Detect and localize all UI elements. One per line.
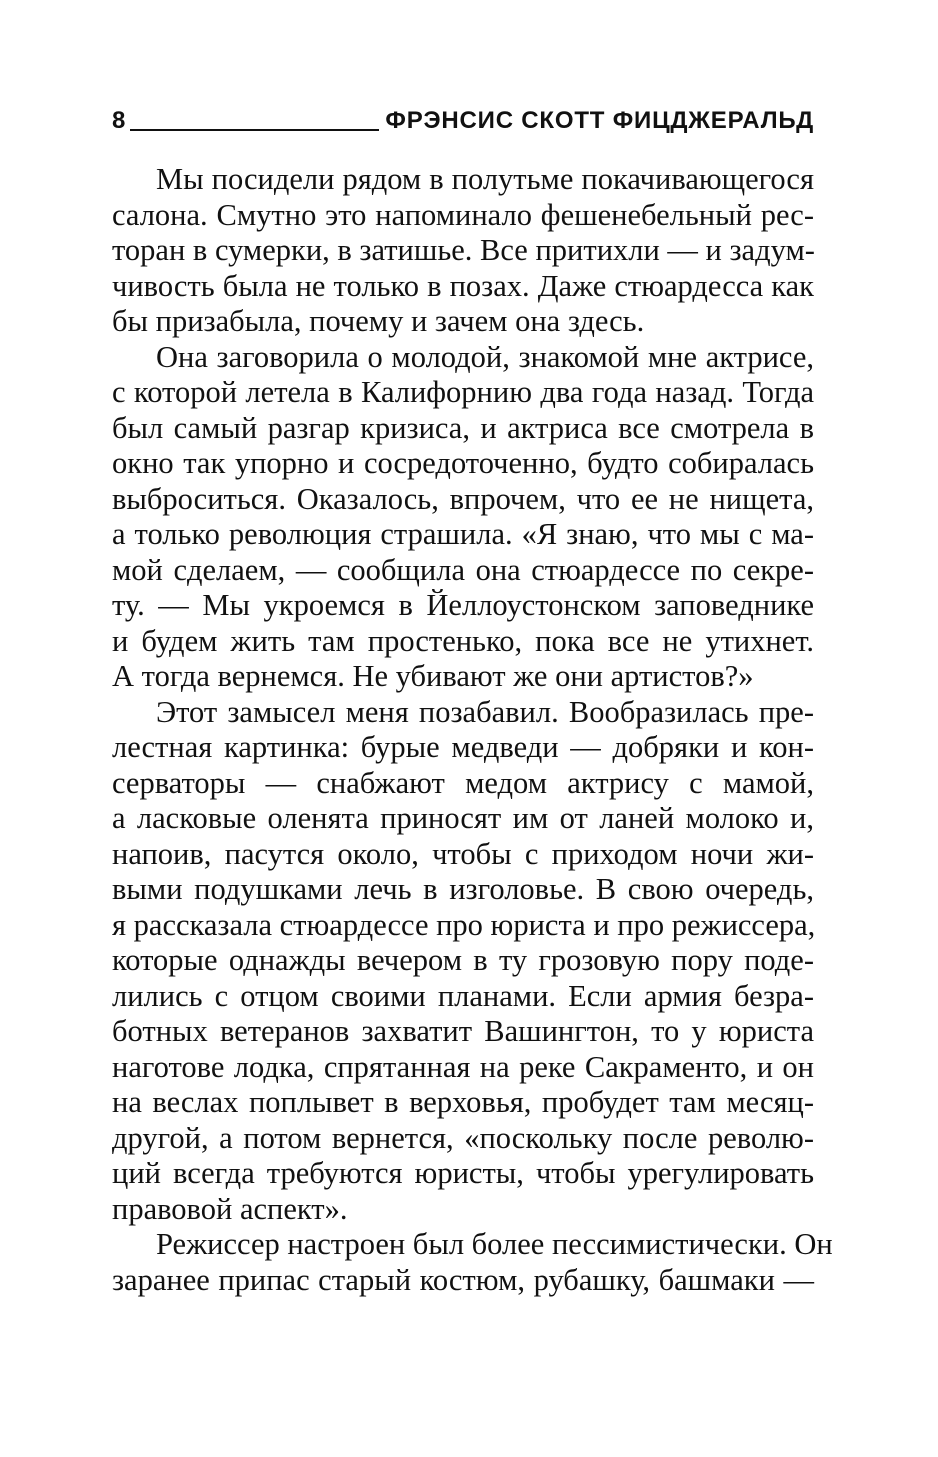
paragraph: [112, 162, 814, 340]
text-line: заранее припас старый костюм, рубашку, башмаки —: [112, 1262, 814, 1297]
text-line: Она заговорила о молодой, знакомой мне актрисе,: [156, 339, 814, 374]
running-head-author: ФРЭНСИС СКОТТ ФИЦДЖЕРАЛЬД: [385, 107, 814, 134]
text-line: на веслах поплывет в верховья, пробудет там месяц-: [112, 1085, 814, 1119]
text-line: Этот замысел меня позабавил. Вообразилась пре-: [156, 694, 814, 729]
paragraph: [112, 340, 814, 695]
text-line: и будем жить там простенько, пока все не утихнет.: [112, 623, 814, 658]
header-rule: [130, 129, 380, 131]
text-line: с которой летела в Калифорнию два года назад. Тогда: [112, 375, 814, 409]
text-line: выброситься. Оказалось, впрочем, что ее не нищета,: [112, 481, 814, 516]
text-line: а только революция страшила. «Я знаю, что мы с ма-: [112, 517, 814, 551]
text-line: Мы посидели рядом в полутьме покачивающегося: [156, 162, 814, 196]
text-line: напоив, пасутся около, чтобы с приходом ночи жи-: [112, 836, 814, 871]
text-line: другой, а потом вернется, «поскольку после револю-: [112, 1120, 814, 1155]
text-line: Режиссер настроен был более пессимистически. Он: [156, 1227, 833, 1261]
text-line: лились с отцом своими планами. Если армия безра-: [112, 978, 814, 1013]
text-line: был самый разгар кризиса, и актриса все смотрела в: [112, 410, 814, 445]
text-line: чивость была не только в позах. Даже стюардесса как: [112, 268, 814, 303]
text-line: ботных ветеранов захватит Вашингтон, то у юриста: [112, 1014, 814, 1048]
text-line: которые однажды вечером в ту грозовую пору поде-: [112, 943, 814, 977]
text-line: ту. — Мы укроемся в Йеллоустонском заповеднике: [112, 588, 814, 622]
paragraph: [112, 695, 814, 1228]
text-line: ций всегда требуются юристы, чтобы урегулировать: [112, 1156, 814, 1190]
text-line: лестная картинка: бурые медведи — добряки и кон-: [112, 730, 814, 764]
text-line: выми подушками лечь в изголовье. В свою очередь,: [112, 872, 814, 906]
text-line: бы призабыла, почему и зачем она здесь.: [112, 304, 645, 338]
paragraph: [112, 1227, 833, 1298]
text-line: торан в сумерки, в затишье. Все притихли — и задум-: [112, 233, 815, 267]
body-text: [112, 162, 833, 1298]
text-line: я рассказала стюардессе про юриста и про режиссера,: [112, 907, 816, 942]
text-line: а ласковые оленята приносят им от ланей молоко и,: [112, 801, 814, 835]
text-line: А тогда вернемся. Не убивают же они артистов?»: [112, 659, 754, 693]
page-number: 8: [112, 107, 126, 134]
text-line: серваторы — снабжают медом актрису с мамой,: [112, 765, 814, 800]
text-line: наготове лодка, спрятанная на реке Сакраменто, и он: [112, 1049, 814, 1084]
text-line: салона. Смутно это напоминало фешенебельный рес-: [112, 197, 814, 232]
text-line: правовой аспект».: [112, 1191, 348, 1226]
text-line: окно так упорно и сосредоточенно, будто собиралась: [112, 446, 814, 480]
running-head: [112, 104, 814, 134]
text-line: мой сделаем, — сообщила она стюардессе по секре-: [112, 552, 814, 587]
